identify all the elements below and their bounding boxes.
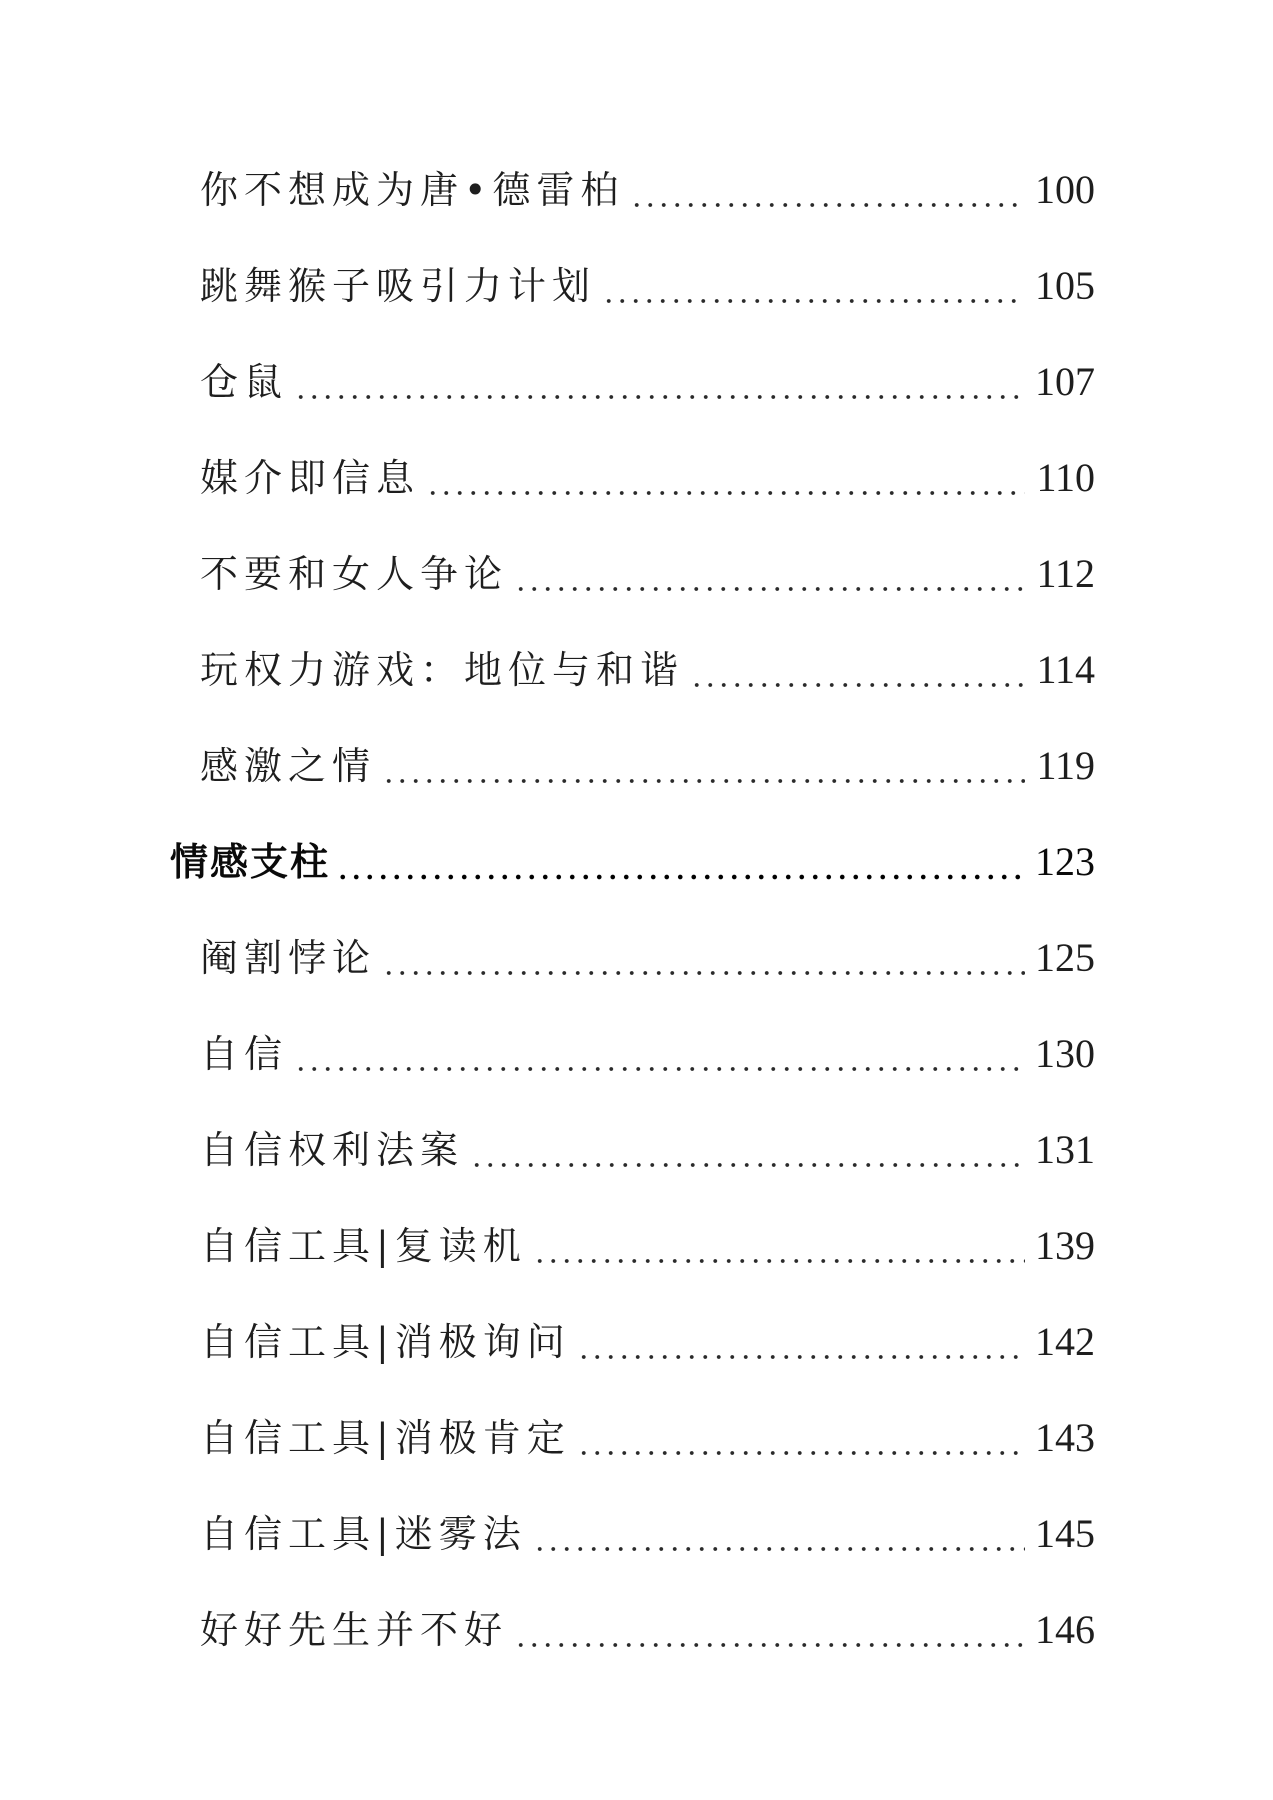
toc-entry[interactable] [200, 928, 1095, 988]
toc-entry-title: 好好先生并不好 [200, 1608, 509, 1652]
toc-entry-title: 自信工具|消极询问 [200, 1320, 571, 1364]
dot-leader [577, 1450, 1025, 1456]
dot-leader [294, 394, 1025, 400]
toc-entry-title: 自信工具|迷雾法 [200, 1512, 527, 1556]
dot-leader [426, 490, 1025, 496]
toc-entry-title: 媒介即信息 [200, 456, 421, 500]
toc-entry[interactable] [200, 352, 1095, 412]
toc-entry-page-number: 114 [1036, 647, 1095, 692]
dot-leader [690, 682, 1025, 688]
toc-entry-title: 阉割悖论 [200, 936, 377, 980]
dot-leader [602, 298, 1025, 304]
toc-entry[interactable] [200, 640, 1095, 700]
toc-entry-page-number: 131 [1035, 1127, 1095, 1172]
toc-entry-page-number: 125 [1035, 935, 1095, 980]
dot-leader [470, 1162, 1025, 1168]
toc-entry-title: 不要和女人争论 [200, 552, 509, 596]
dot-leader [533, 1546, 1025, 1552]
toc-entry-page-number: 107 [1035, 359, 1095, 404]
dot-leader [294, 1066, 1025, 1072]
dot-leader [382, 970, 1025, 976]
toc-entry-title: 玩权力游戏：地位与和谐 [200, 648, 685, 692]
dot-leader [630, 202, 1025, 208]
dot-leader [533, 1258, 1025, 1264]
toc-entry-page-number: 112 [1036, 551, 1095, 596]
toc-entry-title: 自信工具|复读机 [200, 1224, 527, 1268]
toc-entry[interactable] [200, 160, 1095, 220]
toc-entry[interactable] [200, 1600, 1095, 1660]
toc-entry-title: 跳舞猴子吸引力计划 [200, 264, 597, 308]
toc-entry-title: 自信工具|消极肯定 [200, 1416, 571, 1460]
toc-entry-page-number: 119 [1036, 743, 1095, 788]
toc-entry[interactable] [200, 544, 1095, 604]
toc-entry-page-number: 130 [1035, 1031, 1095, 1076]
toc-entry-page-number: 142 [1035, 1319, 1095, 1364]
toc-entry-title: 自信 [200, 1032, 289, 1076]
dot-leader [382, 778, 1025, 784]
toc-entry[interactable] [200, 1504, 1095, 1564]
toc-entry-title: 仓鼠 [200, 360, 289, 404]
toc-entry-title: 你不想成为唐•德雷柏 [200, 168, 625, 212]
toc-entry[interactable] [200, 1312, 1095, 1372]
toc-entry[interactable] [200, 1120, 1095, 1180]
toc-entry[interactable] [200, 1408, 1095, 1468]
dot-leader [514, 586, 1025, 592]
toc-entry-page-number: 123 [1035, 839, 1095, 884]
dot-leader [514, 1642, 1025, 1648]
toc-entry-page-number: 105 [1035, 263, 1095, 308]
toc-chapter-heading[interactable] [170, 832, 1095, 892]
toc-entry-page-number: 100 [1035, 167, 1095, 212]
toc-entry[interactable] [200, 1024, 1095, 1084]
toc-entry[interactable] [200, 1216, 1095, 1276]
toc-entry-page-number: 143 [1035, 1415, 1095, 1460]
toc-entry-page-number: 145 [1035, 1511, 1095, 1556]
toc-entry[interactable] [200, 448, 1095, 508]
toc-entry[interactable] [200, 736, 1095, 796]
toc-entry-page-number: 110 [1036, 455, 1095, 500]
dot-leader [336, 874, 1025, 880]
toc-entry-page-number: 139 [1035, 1223, 1095, 1268]
toc-entry[interactable] [200, 256, 1095, 316]
toc-entry-title: 情感支柱 [170, 839, 331, 884]
toc-entry-title: 感激之情 [200, 744, 377, 788]
toc-entry-title: 自信权利法案 [200, 1128, 465, 1172]
dot-leader [577, 1354, 1025, 1360]
toc-entry-page-number: 146 [1035, 1607, 1095, 1652]
